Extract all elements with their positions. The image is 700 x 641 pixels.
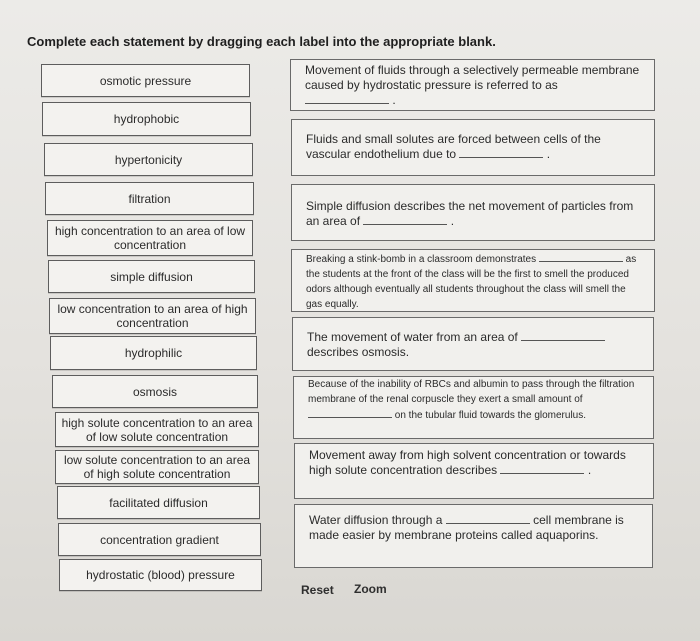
label-low-to-high-solute[interactable]: low solute concentration to an area of high solute concentration (55, 450, 259, 484)
drop-blank[interactable] (459, 147, 543, 158)
statement-text: . (546, 147, 551, 161)
instruction-text: Complete each statement by dragging each label into the appropriate blank. (27, 34, 496, 49)
drop-blank[interactable] (446, 513, 530, 524)
label-hydrostatic-pressure[interactable]: hydrostatic (blood) pressure (59, 559, 262, 591)
drop-blank[interactable] (500, 463, 584, 474)
statement-8 (294, 504, 653, 568)
label-low-to-high-concentration[interactable]: low concentration to an area of high concentration (49, 298, 256, 334)
statement-text: . (450, 214, 455, 228)
drop-blank[interactable] (363, 214, 447, 225)
statement-text: Breaking a stink-bomb in a classroom demonstrates (306, 254, 537, 265)
label-high-to-low-solute[interactable]: high solute concentration to an area of low solute concentration (55, 412, 259, 447)
label-filtration[interactable]: filtration (45, 182, 254, 215)
statement-6 (293, 376, 654, 439)
drop-blank[interactable] (539, 251, 623, 262)
label-hypertonicity[interactable]: hypertonicity (44, 143, 253, 176)
statement-text: The movement of water from an area of (307, 330, 518, 344)
reset-button[interactable]: Reset (301, 583, 334, 597)
statement-text: Fluids and small solutes are forced between cells of the vascular endothelium due to (306, 132, 601, 161)
statement-text: Water diffusion through a (309, 513, 443, 527)
zoom-button[interactable]: Zoom (354, 582, 387, 596)
statement-text: as the students at the front of the class will be the first to smell the produced odors although eventually all students throughout the class will smell the gas equally. (306, 254, 637, 310)
label-high-to-low-concentration[interactable]: high concentration to an area of low concentration (47, 220, 253, 256)
drop-blank[interactable] (308, 407, 392, 418)
statement-text: Movement away from high solvent concentration or towards high solute concentration describes (309, 448, 626, 477)
statement-text: . (587, 463, 592, 477)
statement-5 (292, 317, 654, 371)
statement-4 (291, 249, 655, 312)
label-concentration-gradient[interactable]: concentration gradient (58, 523, 261, 556)
statement-text: Simple diffusion describes the net movement of particles from an area of (306, 199, 634, 228)
statement-text: describes osmosis. (307, 345, 410, 359)
drop-blank[interactable] (521, 330, 605, 341)
statement-2 (291, 119, 655, 176)
statement-text: Movement of fluids through a selectively permeable membrane caused by hydrostatic pressure is referred to as (305, 63, 640, 92)
statement-text: . (392, 93, 396, 107)
statement-text: on the tubular fluid towards the glomerulus. (394, 410, 587, 421)
statement-1 (290, 59, 655, 111)
statement-text: Because of the inability of RBCs and albumin to pass through the filtration membrane of the renal corpuscle they exert a small amount of (308, 379, 635, 405)
statement-7 (294, 443, 654, 499)
label-facilitated-diffusion[interactable]: facilitated diffusion (57, 486, 260, 519)
statement-3 (291, 184, 655, 241)
statement-text: cell membrane is made easier by membrane proteins called aquaporins. (309, 513, 624, 542)
label-hydrophilic[interactable]: hydrophilic (50, 336, 257, 370)
label-hydrophobic[interactable]: hydrophobic (42, 102, 251, 136)
label-osmotic-pressure[interactable]: osmotic pressure (41, 64, 250, 97)
label-simple-diffusion[interactable]: simple diffusion (48, 260, 255, 293)
label-osmosis[interactable]: osmosis (52, 375, 258, 408)
drop-blank[interactable] (305, 93, 389, 104)
